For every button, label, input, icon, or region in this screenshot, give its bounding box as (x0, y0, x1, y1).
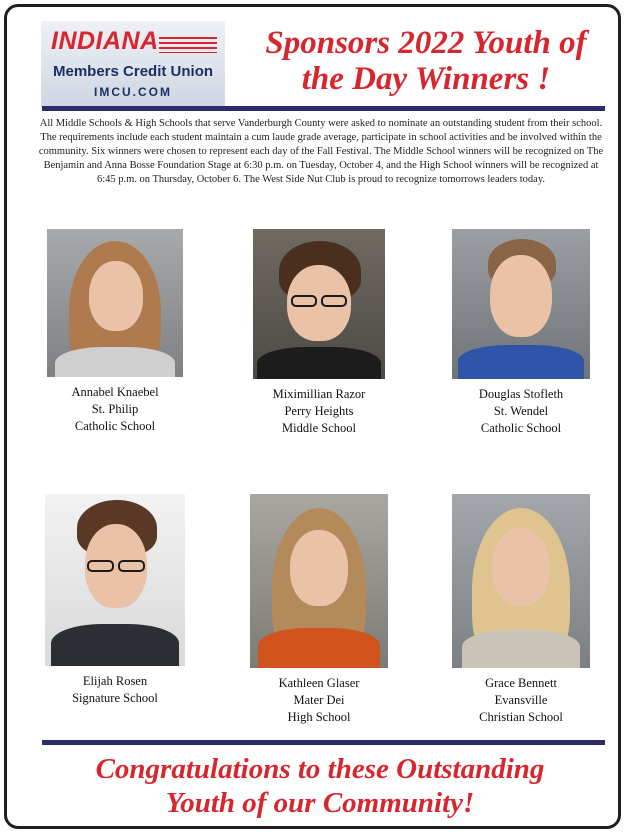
winner-caption (431, 675, 611, 726)
winner-school: Evansville (494, 693, 548, 707)
footer-line1: Congratulations to these Outstanding (95, 753, 545, 785)
winner-card (229, 229, 409, 437)
winner-name: Miximillian Razor (272, 387, 366, 401)
winner-card (229, 494, 409, 726)
winner-card (25, 229, 205, 435)
winner-school: Perry Heights (284, 404, 354, 418)
page-title-line1: Sponsors 2022 Youth of (265, 25, 587, 61)
winner-school: Mater Dei (293, 693, 345, 707)
intro-paragraph: All Middle Schools & High Schools that serve Vanderburgh County were asked to nominate an outstanding student from their school. The requirements include each student maintain a cum laude grade average, participate in school activities and be involved within the community. Six winners were chosen to represent each day of the Fall Festival. The Middle School winners will be recognized on The Benjamin and Anna Bosse Foundation Stage at 6:30 p.m. on Tuesday, October 4, and the High School winners will be recognized at 6:45 p.m. on Thursday, October 6. The West Side Nut Club is proud to recognize tomorrows leaders today. (38, 118, 604, 185)
logo-stripes-icon (159, 37, 217, 53)
winner-school: Catholic School (480, 421, 562, 435)
sponsor-subtitle: Members Credit Union (53, 63, 214, 80)
winner-caption (25, 673, 205, 707)
winner-school: Signature School (72, 691, 158, 705)
winner-photo (45, 494, 185, 666)
sponsor-url: IMCU.COM (94, 85, 172, 99)
winner-name: Elijah Rosen (82, 674, 148, 688)
winner-photo (452, 229, 590, 379)
winner-caption (25, 384, 205, 435)
winner-caption (229, 386, 409, 437)
winner-photo (452, 494, 590, 668)
winner-card (431, 229, 611, 437)
winner-school: Middle School (282, 421, 356, 435)
footer-message (27, 752, 613, 820)
sponsor-logo (41, 21, 225, 107)
winner-card (431, 494, 611, 726)
winner-caption (431, 386, 611, 437)
sponsor-name: INDIANA (51, 27, 159, 55)
bottom-divider (42, 740, 605, 745)
winner-photo (47, 229, 183, 377)
winner-school: Christian School (479, 710, 563, 724)
flyer-frame (4, 4, 621, 829)
winner-photo (250, 494, 388, 668)
winner-school: St. Philip (91, 402, 139, 416)
page-title-line2: the Day Winners ! (301, 61, 551, 97)
top-divider (42, 106, 605, 111)
winner-card (25, 494, 205, 707)
winner-photo (253, 229, 385, 379)
winner-name: Annabel Knaebel (71, 385, 159, 399)
winner-school: Catholic School (74, 419, 156, 433)
winner-name: Douglas Stofleth (478, 387, 564, 401)
page-title (237, 25, 615, 97)
winner-school: St. Wendel (493, 404, 549, 418)
winner-caption (229, 675, 409, 726)
footer-line2: Youth of our Community! (165, 787, 475, 819)
winner-name: Kathleen Glaser (278, 676, 360, 690)
winner-school: High School (287, 710, 351, 724)
winner-name: Grace Bennett (485, 676, 557, 690)
